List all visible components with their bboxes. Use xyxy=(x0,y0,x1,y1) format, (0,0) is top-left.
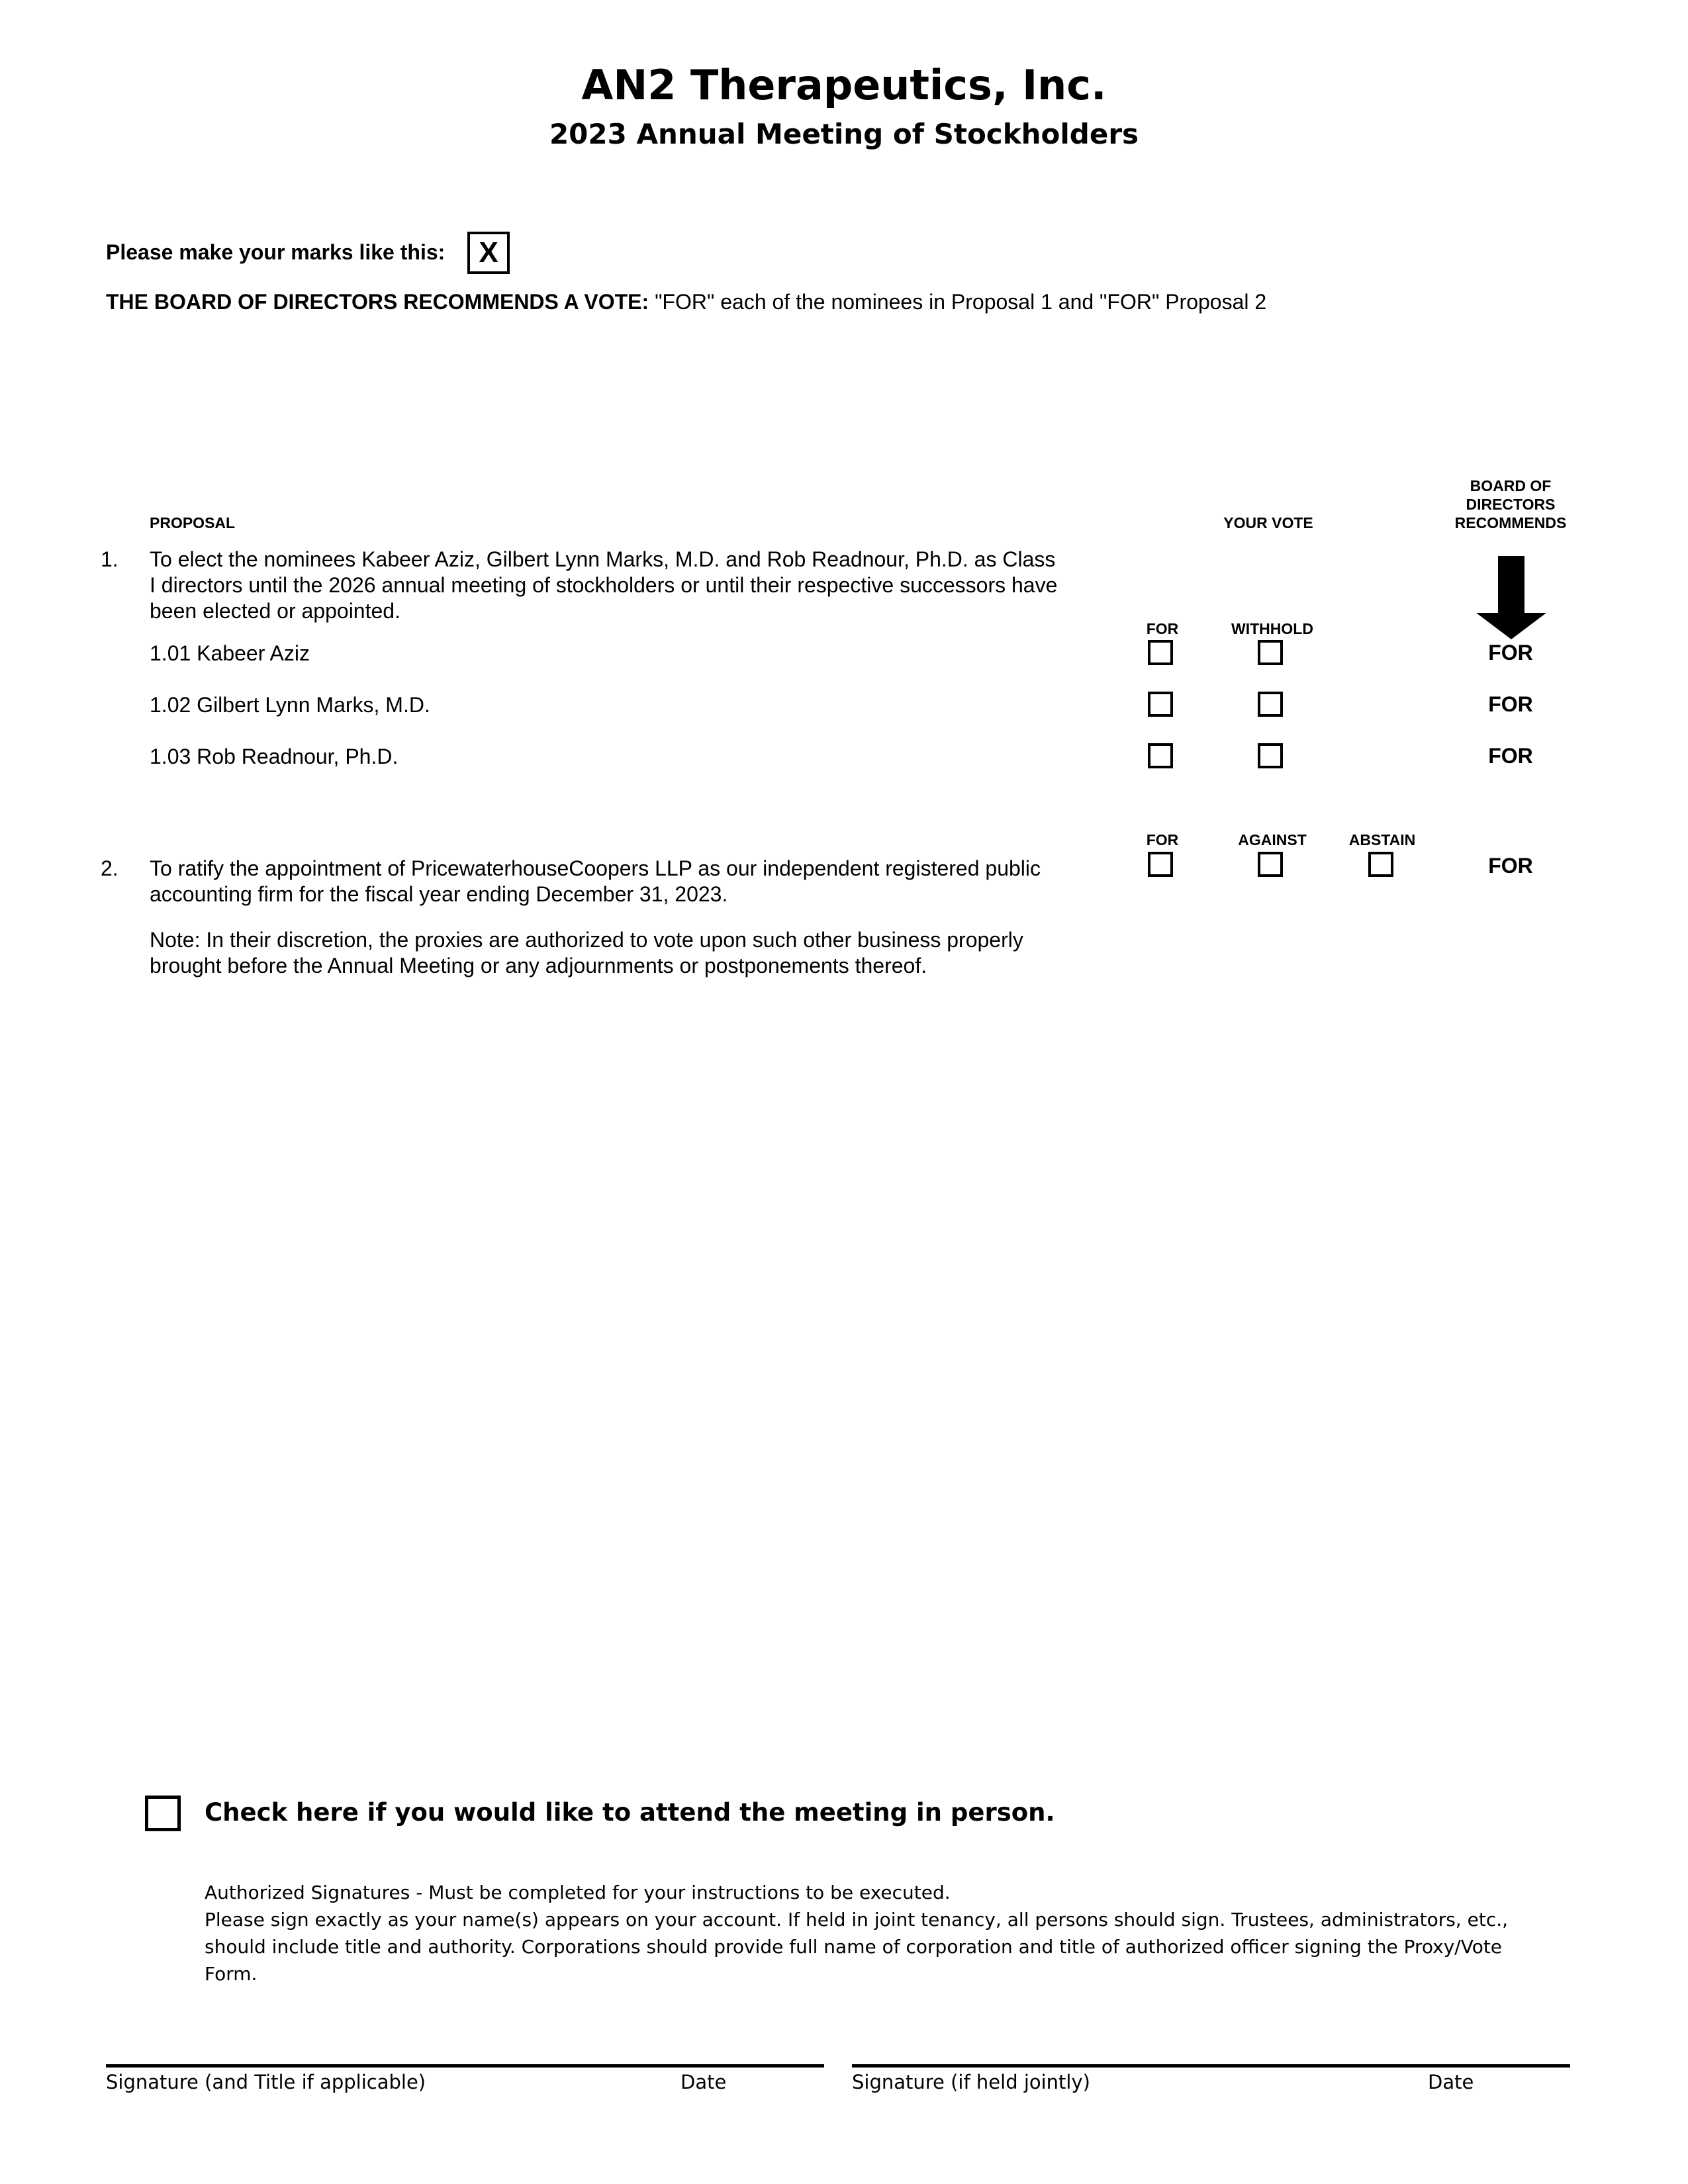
proxy-note xyxy=(150,927,1023,979)
signature-line-primary[interactable] xyxy=(106,2064,824,2068)
board-recommends-line-2: DIRECTORS xyxy=(1466,496,1556,513)
signature-primary-label: Signature (and Title if applicable) xyxy=(106,2071,426,2093)
board-recommendation-bold: THE BOARD OF DIRECTORS RECOMMENDS A VOTE: xyxy=(106,290,649,314)
proposal-2-text-line-1: To ratify the appointment of PricewaterhouseCoopers LLP as our independent registered public xyxy=(150,856,1041,880)
signature-line-joint[interactable] xyxy=(852,2064,1570,2068)
proposal-2-against-header: AGAINST xyxy=(1238,831,1307,848)
marks-instruction: Please make your marks like this: xyxy=(106,240,445,264)
proposal-1-text-line-1: To elect the nominees Kabeer Aziz, Gilbert Lynn Marks, M.D. and Rob Readnour, Ph.D. as Class xyxy=(150,547,1056,571)
example-mark-box: X xyxy=(467,232,510,274)
proposal-2-for-header: FOR xyxy=(1146,831,1179,848)
signature-instructions-line-1: Authorized Signatures - Must be completed for your instructions to be executed. xyxy=(205,1882,951,1903)
proposal-2-text xyxy=(150,856,1041,907)
signature-instructions-line-2: Please sign exactly as your name(s) appears on your account. If held in joint tenancy, all persons should sign. Trustees, administrators, etc., xyxy=(205,1909,1509,1931)
proposal-2-abstain-checkbox[interactable] xyxy=(1368,852,1393,877)
board-recommends-header xyxy=(1444,477,1577,532)
board-recommendation-text: "FOR" each of the nominees in Proposal 1 and "FOR" Proposal 2 xyxy=(649,290,1267,314)
attend-meeting-checkbox[interactable] xyxy=(145,1796,181,1831)
nominee-2-for-checkbox[interactable] xyxy=(1148,692,1173,717)
proposal-1-withhold-header: WITHHOLD xyxy=(1231,620,1313,637)
proposal-2-abstain-header: ABSTAIN xyxy=(1348,831,1416,848)
board-recommends-line-3: RECOMMENDS xyxy=(1454,514,1567,531)
down-arrow-icon xyxy=(1475,555,1548,641)
nominee-3-for-checkbox[interactable] xyxy=(1148,743,1173,768)
company-title: AN2 Therapeutics, Inc. xyxy=(581,61,1107,109)
nominee-2-withhold-checkbox[interactable] xyxy=(1258,692,1283,717)
date-joint-label: Date xyxy=(1428,2071,1474,2093)
nominee-1-for-checkbox[interactable] xyxy=(1148,640,1173,665)
attend-meeting-label: Check here if you would like to attend the meeting in person. xyxy=(205,1798,1055,1827)
proposal-2-recommendation: FOR xyxy=(1488,854,1533,878)
proposal-1-for-header: FOR xyxy=(1146,620,1179,637)
proposal-1-text-line-3: been elected or appointed. xyxy=(150,599,400,623)
meeting-subtitle: 2023 Annual Meeting of Stockholders xyxy=(549,118,1139,150)
nominee-3-withhold-checkbox[interactable] xyxy=(1258,743,1283,768)
nominee-3-recommendation: FOR xyxy=(1488,744,1533,768)
nominee-2-recommendation: FOR xyxy=(1488,692,1533,716)
date-primary-label: Date xyxy=(680,2071,727,2093)
proposal-2-against-checkbox[interactable] xyxy=(1258,852,1283,877)
nominee-1-withhold-checkbox[interactable] xyxy=(1258,640,1283,665)
signature-joint-label: Signature (if held jointly) xyxy=(852,2071,1090,2093)
proposal-2-for-checkbox[interactable] xyxy=(1148,852,1173,877)
signature-instructions-line-3: should include title and authority. Corporations should provide full name of corporation and title of authorized officer signing the Proxy/Vote xyxy=(205,1936,1503,1958)
board-recommendation-statement xyxy=(106,290,1266,314)
proposal-1-number: 1. xyxy=(101,547,118,571)
proposal-column-header: PROPOSAL xyxy=(150,514,236,531)
signature-instructions-line-4: Form. xyxy=(205,1963,258,1985)
proposal-1-text-line-2: I directors until the 2026 annual meeting of stockholders or until their respective successors have xyxy=(150,573,1058,597)
signature-instructions xyxy=(205,1879,1508,1987)
proposal-1-text xyxy=(150,547,1057,624)
your-vote-header: YOUR VOTE xyxy=(1223,514,1313,531)
nominee-1-label: 1.01 Kabeer Aziz xyxy=(150,641,310,665)
proposal-2-text-line-2: accounting firm for the fiscal year ending December 31, 2023. xyxy=(150,882,728,906)
proxy-note-line-1: Note: In their discretion, the proxies are authorized to vote upon such other business properly xyxy=(150,928,1023,952)
board-recommends-line-1: BOARD OF xyxy=(1470,477,1552,494)
proposal-2-number: 2. xyxy=(101,856,118,880)
nominee-1-recommendation: FOR xyxy=(1488,641,1533,664)
nominee-3-label: 1.03 Rob Readnour, Ph.D. xyxy=(150,745,399,768)
proxy-note-line-2: brought before the Annual Meeting or any adjournments or postponements thereof. xyxy=(150,954,927,978)
nominee-2-label: 1.02 Gilbert Lynn Marks, M.D. xyxy=(150,693,430,717)
